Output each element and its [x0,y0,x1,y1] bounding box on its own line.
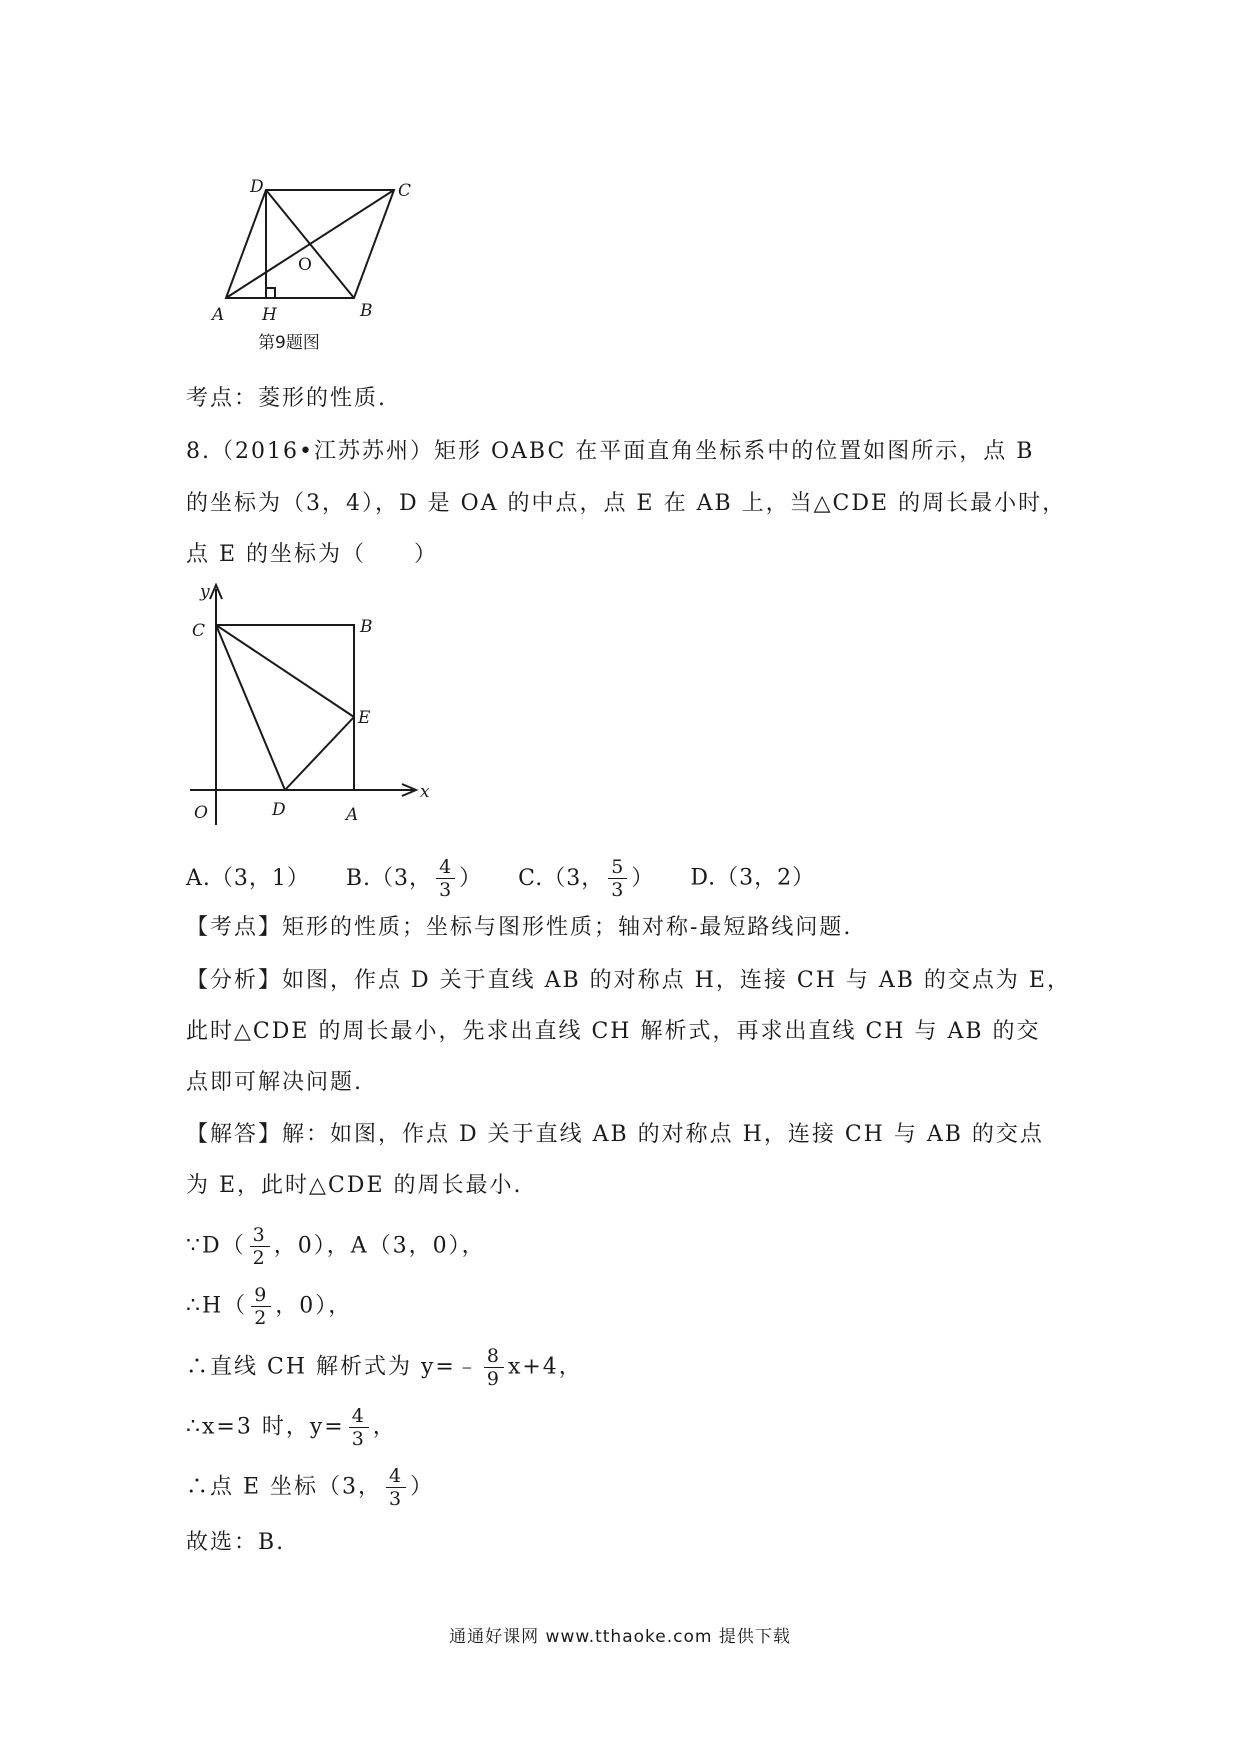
fenxi-line-3: 点即可解决问题. [186,1070,363,1095]
fig9-label-c: C [398,181,412,201]
step-4: ∴x=3 时，y= $\frac{4}{3}$ ， [186,1405,397,1450]
fraction: $\frac{4}{3}$ [386,1465,406,1510]
fig9-label-a: A [212,305,225,325]
step-1: ∵D（ $\frac{3}{2}$ ，0），A（3，0）， [186,1224,486,1269]
fraction: $\frac{9}{2}$ [251,1284,271,1329]
option-d: D.（3，2） [690,865,816,891]
fraction: $\frac{3}{2}$ [250,1224,270,1269]
fig9-label-b: B [360,301,373,321]
answer-options [186,856,815,901]
coordinate-figure [180,575,440,835]
option-a: A.（3，1） [186,865,310,891]
page-footer: 通通好课网 www.tthaoke.com 提供下载 [449,1627,791,1647]
fig9-label-h: H [262,305,277,325]
fraction: $\frac{8}{9}$ [484,1345,504,1390]
option-c: C.（3， $\frac{5}{3}$ ） [518,856,655,901]
step-5: ∴点 E 坐标（3， $\frac{4}{3}$ ） [186,1465,435,1510]
fig8-label-a: A [346,805,359,825]
final-answer: 故选：B. [186,1530,286,1555]
fig9-label-o: O [298,255,312,275]
q8-line-3: 点 E 的坐标为（ ） [186,542,439,567]
kaodian: 【考点】矩形的性质；坐标与图形性质；轴对称-最短路线问题. [186,915,853,940]
fig8-label-e: E [358,708,371,728]
fenxi-line-1: 【分析】如图，作点 D 关于直线 AB 的对称点 H，连接 CH 与 AB 的交点为 E， [186,968,1071,993]
fig8-label-x: x [420,782,430,802]
fig9-caption: 第9题图 [258,333,320,353]
fraction: $\frac{4}{3}$ [349,1405,369,1450]
fig8-label-c: C [192,621,206,641]
jieda-line-2: 为 E，此时△CDE 的周长最小. [186,1173,523,1198]
fig8-label-o: O [194,803,208,823]
jieda-line-1: 【解答】解：如图，作点 D 关于直线 AB 的对称点 H，连接 CH 与 AB 的交点 [186,1122,1044,1147]
step-2: ∴H（ $\frac{9}{2}$ ，0）， [186,1284,353,1329]
fig9-label-d: D [250,177,264,197]
kaodian-q7: 考点：菱形的性质. [186,386,387,411]
step-3: ∴直线 CH 解析式为 y=﹣ $\frac{8}{9}$ x+4， [186,1345,583,1390]
fig8-label-y: y [200,582,210,602]
q8-line-1: 8.（2016•江苏苏州）矩形 OABC 在平面直角坐标系中的位置如图所示，点 B [186,439,1035,464]
fenxi-line-2: 此时△CDE 的周长最小，先求出直线 CH 解析式，再求出直线 CH 与 AB 的交 [186,1019,1041,1044]
option-b: B.（3， $\frac{4}{3}$ ） [345,856,483,901]
fig8-label-d: D [272,800,286,820]
fig8-label-b: B [360,617,373,637]
q8-line-2: 的坐标为（3，4），D 是 OA 的中点，点 E 在 AB 上，当△CDE 的周长最小时， [186,491,1067,516]
rhombus-figure [200,170,440,370]
